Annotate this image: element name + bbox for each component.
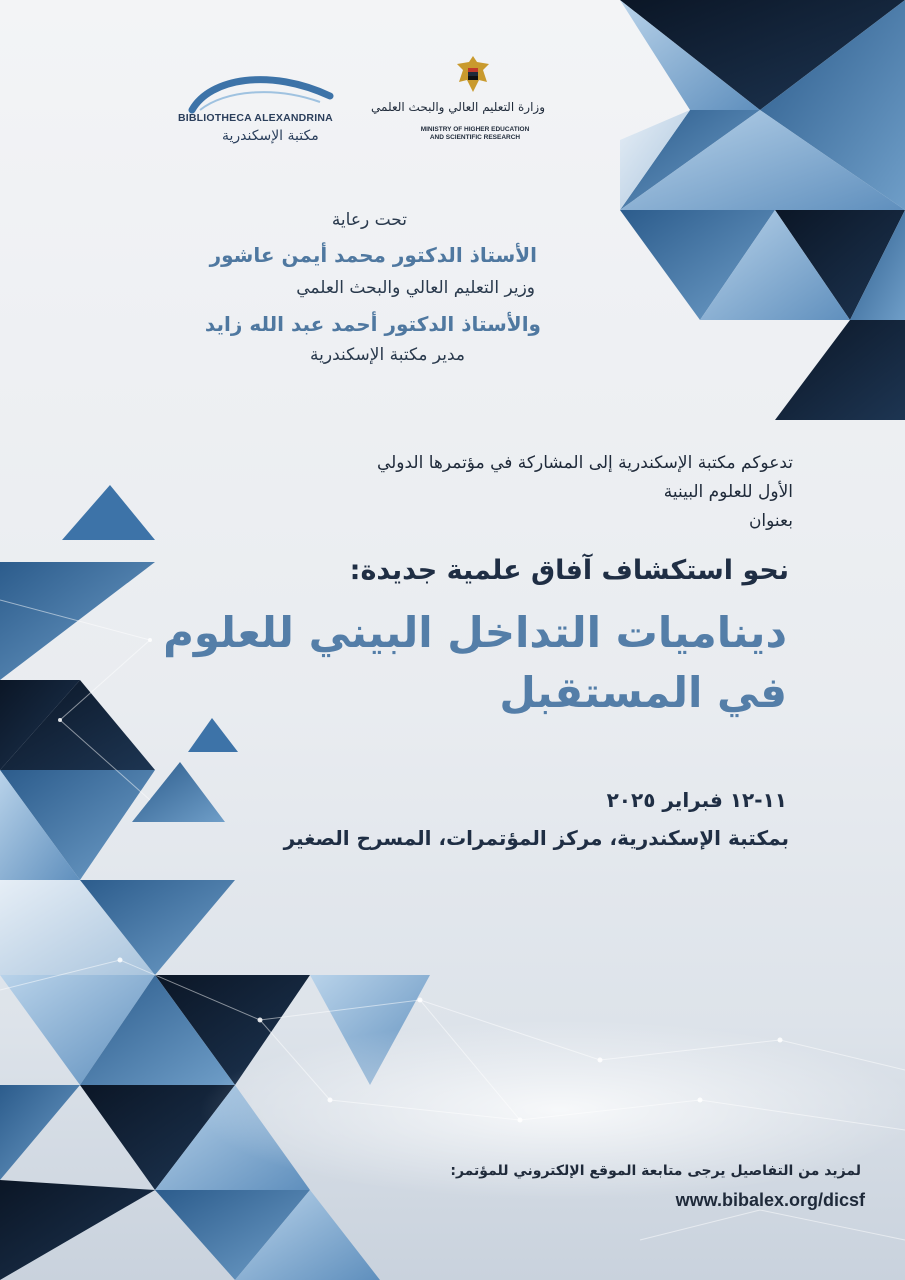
patron2-title: مدير مكتبة الإسكندرية (310, 345, 465, 365)
patronage-heading: تحت رعاية (331, 210, 407, 230)
footer-details-text: لمزيد من التفاصيل يرجى متابعة الموقع الإلكتروني للمؤتمر: (450, 1163, 861, 1179)
invitation-line3: بعنوان (748, 511, 793, 531)
invitation-line2: الأول للعلوم البينية (663, 482, 793, 502)
invitation-line1: تدعوكم مكتبة الإسكندرية إلى المشاركة في مؤتمرها الدولي (376, 453, 793, 473)
ministry-logo (371, 52, 545, 152)
footer-website-link[interactable]: www.bibalex.org/dicsf (675, 1190, 865, 1210)
ministry-name-en (405, 126, 545, 142)
patron1-name: الأستاذ الدكتور محمد أيمن عاشور (209, 243, 537, 267)
ministry-name-en-line1: MINISTRY OF HIGHER EDUCATION (420, 126, 530, 133)
bibliotheca-name-en: BIBLIOTHECA ALEXANDRINA (178, 112, 333, 124)
event-date: ١١-١٢ فبراير ٢٠٢٥ (606, 788, 787, 812)
patron1-title: وزير التعليم العالي والبحث العلمي (296, 278, 535, 298)
ministry-name-ar: وزارة التعليم العالي والبحث العلمي (371, 100, 545, 114)
conference-title-line1: ديناميات التداخل البيني للعلوم (163, 608, 787, 657)
eagle-emblem-icon (453, 52, 493, 96)
conference-subtitle: نحو استكشاف آفاق علمية جديدة: (349, 555, 789, 586)
patron2-name: والأستاذ الدكتور أحمد عبد الله زايد (204, 312, 541, 336)
conference-title-line2: في المستقبل (499, 668, 787, 717)
event-venue: بمكتبة الإسكندرية، مركز المؤتمرات، المسرح الصغير (283, 826, 789, 850)
ministry-name-en-line2: AND SCIENTIFIC RESEARCH (429, 134, 521, 141)
bibliotheca-name-ar: مكتبة الإسكندرية (222, 128, 319, 144)
bibliotheca-logo (170, 68, 360, 148)
